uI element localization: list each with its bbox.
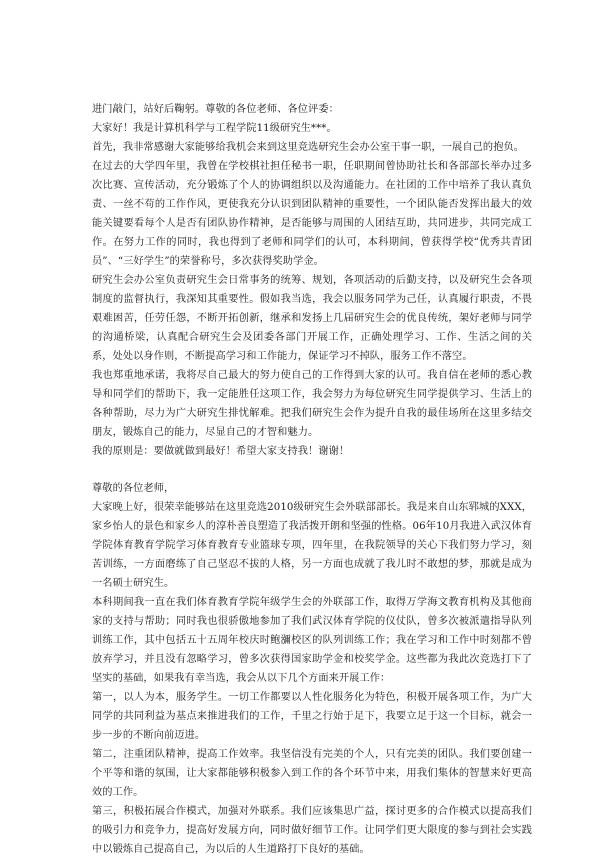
speech-two-paragraph: 第三，积极拓展合作模式，加强对外联系。我们应该集思广益，探讨更多的合作模式以提高我们的吸引力和竞争力，提高好发展方向，同时做好细节工作。让同学们更大限度的参与到社会实践中以锻炼自己提高自己，为以后的人生道路打下良好的基础。 (92, 806, 532, 855)
speech-one-greeting: 大家好！我是计算机科学与工程学院11级研究生***。 (92, 123, 337, 134)
speech-one-paragraph: 我也郑重地承诺，我将尽自己最大的努力使自己的工作得到大家的认可。我自信在老师的悉心教导和同学们的帮助下，我一定能胜任这项工作，我会努力为每位研究生同学提供学习、生活上的各种帮助，尽力为广大研究生排忧解难。把我们研究生会作为提升自我的最佳场所在这里多结交朋友，锻炼自己的能力，尽显自己的才智和魅力。 (92, 370, 532, 438)
speech-two-paragraph: 第二，注重团队精神，提高工作效率。我坚信没有完美的个人，只有完美的团队。我们要创建一个平等和谐的氛围，让大家都能够积极参入到工作的各个环节中来，用我们集体的智慧来好更高效的工作。 (92, 749, 532, 798)
speech-two-paragraph: 本科期间我一直在我们体育教育学院年级学生会的外联部工作，取得万学海文教育机构及其他商家的支持与帮助；同时我也很骄傲地参加了我们武汉体育学院的仪仗队，曾多次被派遣指导队列训练工作，其中包括五十五周年校庆时鲍瀰校区的队列训练工作；我在学习和工作中时刻都不曾放弃学习，并且没有忽略学习，曾多次获得国家助学金和校奖学金。这些都为我此次竞选打下了坚实的基础，如果我有幸当选，我会从以下几个方面来开展工作： (92, 597, 532, 684)
speech-one-paragraph: 研究生会办公室负责研究生会日常事务的统筹、规划，各项活动的后勤支持，以及研究生会各项制度的监督执行，我深知其重要性。假如我当选，我会以服务同学为己任，认真履行职责，不畏艰难困苦，任劳任怨，不断开拓创新，继承和发扬上几届研究生会的优良传统，架好老师与同学的沟通桥梁，认真配合研究生会及团委各部门开展工作，正确处理学习、工作、生活之间的关系，处处以身作则，不断提高学习和工作能力，保证学习不掉队，服务工作不落空。 (92, 275, 532, 362)
speech-one-paragraph: 首先，我非常感谢大家能够给我机会来到这里竞选研究生会办公室干事一职，一展自己的抱负。 (92, 142, 525, 153)
speech-two-opening: 尊敬的各位老师， (92, 483, 175, 494)
speech-two-paragraph: 大家晚上好，很荣幸能够站在这里竞选2010级研究生会外联部部长。我是来自山东郓城的XXX，家乡怡人的景色和家乡人的淳朴善良塑造了我活拨开朗和坚强的性格。06年10月我进入武汉体育学院体育教育学院学习体育教育专业篮球专项，四年里，在我院领导的关心下我们努力学习，刻苦训练，一方面磨练了自己坚忍不拔的人格，另一方面也成就了我儿时不敢想的梦，那就是成为一名硕士研究生。 (92, 502, 532, 589)
speech-one-closing: 我的原则是：要做就做到最好！希望大家支持我！谢谢！ (92, 446, 350, 457)
speech-two-paragraph: 第一，以人为本，服务学生。一切工作都要以人性化服务化为特色，积极开展各项工作，为广大同学的共同利益为基点来推进我们的工作，千里之行始于足下，我要立足于这一个目标，就会一步一步的不断向前迈进。 (92, 692, 532, 741)
speech-one-opening: 进门敲门，站好后鞠躬。尊敬的各位老师、各位评委： (92, 104, 339, 115)
section-divider (92, 461, 532, 479)
speech-one (92, 100, 532, 461)
speech-two (92, 479, 532, 859)
document-body (92, 100, 532, 859)
speech-one-paragraph: 在过去的大学四年里，我曾在学校棋社担任秘书一职，任职期间曾协助社长和各部部长举办过多次比赛、宣传活动，充分锻炼了个人的协调组织以及沟通能力。在社团的工作中培养了我认真负责、一丝不苟的工作作风，更使我充分认识到团队精神的重要性，一个团队能否发挥出最大的效能关键要看每个人是否有团队协作精神，是否能够与周围的人团结互助，共同进步，共同完成工作。在努力工作的同时，我也得到了老师和同学们的认可，本科期间，曾获得学校“优秀共青团员”、“三好学生”的荣誉称号，多次获得奖助学金。 (92, 161, 532, 267)
